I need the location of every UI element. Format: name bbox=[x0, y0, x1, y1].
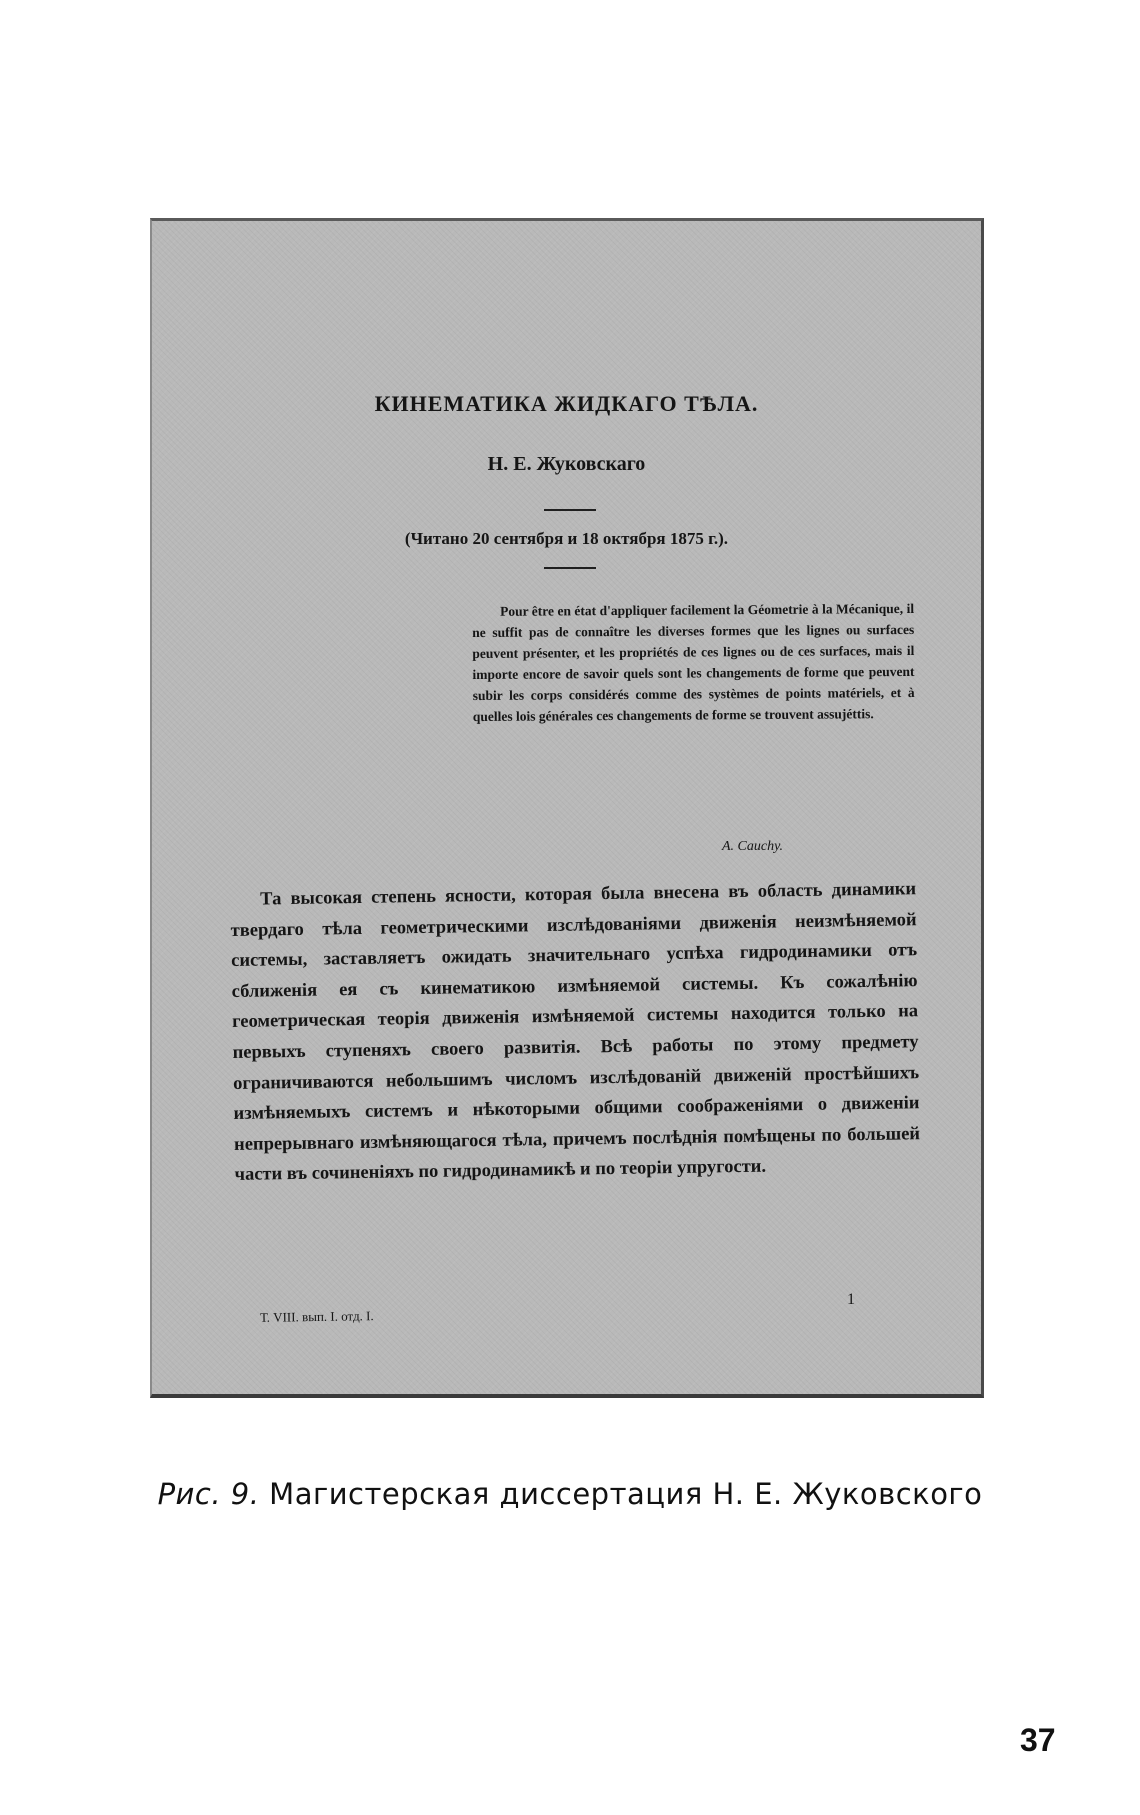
page-number: 37 bbox=[1020, 1722, 1056, 1758]
figure-caption-label: Рис. 9. bbox=[157, 1477, 260, 1511]
scanned-document-figure bbox=[150, 218, 984, 1398]
document-date: (Читано 20 сентября и 18 октября 1875 г.). bbox=[404, 529, 729, 548]
title-divider-bottom bbox=[544, 567, 596, 569]
document-title: КИНЕМАТИКА ЖИДКАГО ТѢЛА. bbox=[374, 391, 759, 416]
figure-caption bbox=[0, 1477, 1140, 1511]
epigraph-author: A. Cauchy. bbox=[722, 839, 784, 854]
figure-caption-text: Магистерская диссертация Н. Е. Жуковского bbox=[269, 1477, 983, 1511]
document-author: Н. Е. Жуковскаго bbox=[487, 453, 646, 475]
volume-footnote: Т. VIII. вып. I. отд. I. bbox=[259, 1308, 374, 1325]
sheet-number: 1 bbox=[847, 1291, 855, 1308]
epigraph: Pour être en état d'appliquer facilement la Géometrie à la Mécanique, il ne suffit pas de connaître les diverses formes que les lignes ou surfaces peuvent présenter, et les propriétés de ces lignes ou de ces surfaces, mais il importe encore de savoir quels sont les changements de forme que peuvent subir les corps considérés comme des systèmes de points matériels, et à quelles lois générales ces changements de forme se trouvent assujéttis. bbox=[472, 600, 915, 724]
document-body-paragraph: Та высокая степень ясности, которая была внесена въ область динамики твердаго тѣла геометрическими изслѣдованіями движенія неизмѣняемой системы, заставляетъ ожидать значительнаго успѣха гидродинамики отъ сближенія ея съ кинематикою измѣняемой системы. Къ сожалѣнію геометрическая теорія движенія измѣняемой системы находится только на первыхъ ступеняхъ своего развитія. Всѣ работы по этому предмету ограничиваются небольшимъ числомъ изслѣдованій движеній простѣйшихъ измѣняемыхъ системъ и нѣкоторыми общими соображеніями о движеніи непрерывнаго измѣняющагося тѣла, причемъ послѣднія помѣщены по большей части въ сочиненіяхъ по гидродинамикѣ и по теоріи упругости. bbox=[230, 879, 921, 1186]
title-divider-top bbox=[544, 509, 596, 511]
